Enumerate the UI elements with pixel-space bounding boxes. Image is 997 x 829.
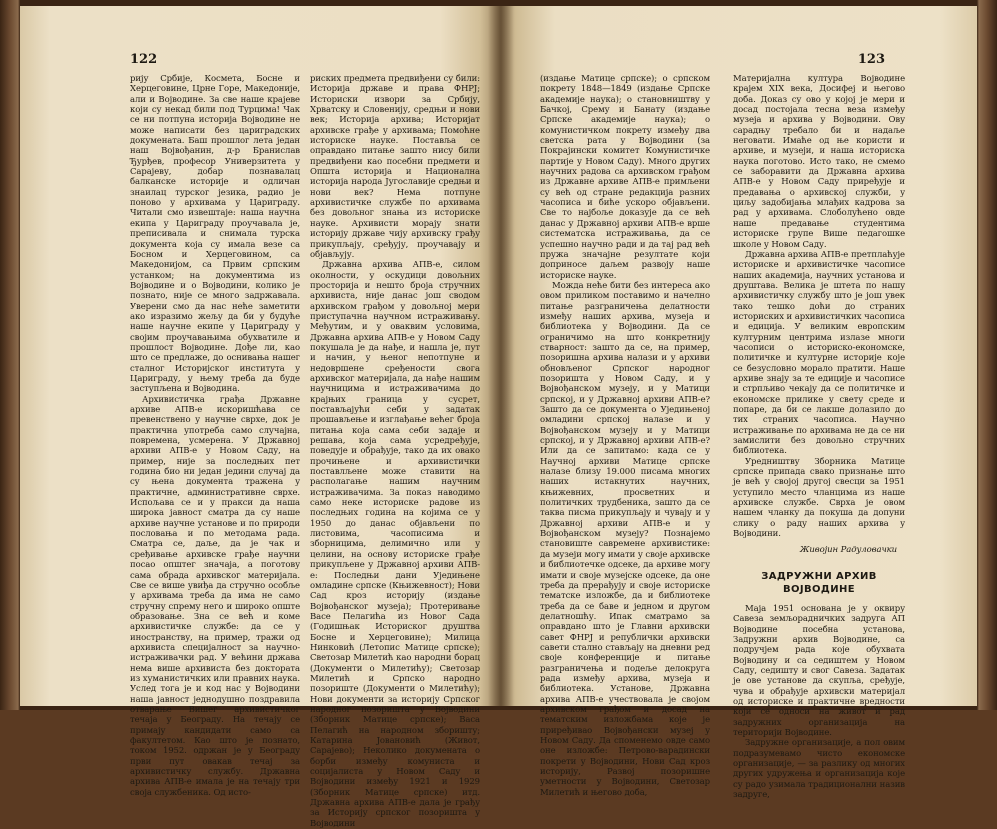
- paragraph: (издање Матице српске); о српском покрету 1848—1849 (издање Српске академије наука); о становништву у Бачкој, Срему и Банату (издање Српске академије наука); о комунистичком покрету између два светска рата у Војводини (за Покрајински комитет Комунистичке партије у Новом Саду). Много других научних радова са архивском грађом из Државне архиве АПВ-е примљени су већ од стране редакција разних часописа и биће ускоро објављени. Све то најбоље доказује да се већ данас у Државној архиви АПВ-е врше систематска истраживања, да се успешно научно ради и да тај рад већ пружа значајне резултате који доприносе даљем развоју наше историске науке.: [540, 74, 710, 281]
- paragraph: риских предмета предвиђени су били: Историја државе и права ФНРЈ; Историски извори за Србију, Хрватску и Словенију, средњи и нови век; Историја архива; Историјат архивске грађе у архивама; Помоћне историске науке. Поставља се оправдано питање зашто нису били предвиђени као посебни предмети и Општа историја и Национална историја народа Југославије средњи и нови век? Нема потпуне архивистичке службе по архивама без довољног знања из историске науке. Архивисти морају знати историју државе чију архивску грађу прикупљају, сређују, проучавају и објављују.: [310, 74, 480, 260]
- left-page: [20, 6, 500, 829]
- right-page: [500, 6, 977, 800]
- paragraph: Задружне организације, а пол овим подразумевамо чисто економске организације, — за разлику од многих других удружења и организација које су радо узимала традиционални назив задруге,: [733, 738, 905, 800]
- author-signature: Живојин Радуловачки: [799, 545, 897, 556]
- paragraph: Материјална култура Војводине крајем XIX века, Досифеј и његово доба. Доказ су ово у којој је мери и досад постојала тесна веза између музеја и архива у Војводини. Ову сарадњу требало би и надаље неговати. Имаће од ње користи и архиве, и музеји, и наша историска наука поготово. Исто тако, не смемо се заборавити да Државна архива АПВ-е у Новом Саду приређује и предавања о архивској служби, у циљу задобијања млађих кадрова за рад у архивама. Слоболућено овде наше предавање студентима историске групе Више педагошке школе у Новом Саду.: [733, 74, 905, 250]
- right-column-1: [540, 74, 710, 798]
- paragraph: Можда неће бити без интереса ако овом приликом поставимо и начелно питање разграничења делатности између наших архива, музеја и библиотека у Војводини. Да се ограничимо на што конкретнију стварност: зашто да се, на пример, позоришна архива налази и у архиви обновљеног Српског народног позоришта у Новом Саду, и у Војвођанском музеју, и у Матици српској, и у Државној архиви АПВ-е? Зашто да се документа о Уједињеној омладини српској налазе и у Војвођанском музеју и у Матици српској, и у Државној архиви АПВ-е? Или да се запитамо: када се у Научној архиви Матице српске налазе близу 19.000 писама многих наших истакнутих научних, књижевних, просветних и политичких трудбеника, зашто да се таква писма прикупљају и чувају и у Државној архиви АПВ-е и у Војвођанском музеју? Познајемо становиште савремене архивистике: да музеји могу имати у своје архивске и библиотечке одсеке, да архиве могу имати и своје музејске одсеке, да оне треба да прерађују и своје историске тематске изложбе, да и библиотеке треба да се баве и једном и другом делатношћу. Ипак сматрамо за оправдано што је Главни архивски савет ФНРЈ и републички архивски савети стално стављају на дневни ред своје конференције и питање разграничења и подеље делокруга рада између архива, музеја и библиотека. Установе, Државна архива АПВ-е учествовала је својом архивском грађом и досад на тематским изложбама које је приређивао Војвођански музеј у Новом Саду. Да споменемо овде само оне изложбе: Петрово-варадински покрети у Војводини, Нови Сад кроз историју, Развој позоришне уметности у Војводини, Светозар Милетић и његово доба,: [540, 280, 710, 798]
- paragraph: Државна архива АПВ-е претплаћује историске и архивистичке часописе наших академија, научних установа и друштава. Велика је штета по нашу архивистичку службу што је још увек тако тешко доћи до страних историских и архивистичких часописа и едиција. У великим европским културним центрима излазе многи часописи о историско-економске, политичке и културне историје које се безусловно морало пратити. Наше архиве знају за те едиције и часописе и стрпљиво чекају да се политичке и економске прилике у свету среде и попаре, да би се лакше долазило до тих страних часописа. Научно истраживање по архивама не да се ни замислити без довољно стручних библиотека.: [733, 249, 905, 457]
- paragraph: Уредништву Зборника Матице српске припада свако признање што је већ у својој другој свесци за 1951 уступило место чланцима из наше архивске службе. Сврха је овом нашем чланку да покуша да допуни слику о раду наших архива у Војводини.: [733, 456, 905, 540]
- paragraph: Архивистичка грађа Државне архиве АПВ-е искоришћава се превенствено у научне сврхе, док је практична употреба само случајна, повремена, усмерена. У Државној архиви АПВ-е у Новом Саду, на пример, није за последњих пет година био ни један једини случај да су њена документа тражена у практичне, административне сврхе. Испољава се и у пракси да наша широка јавност сматра да су наше архиве научне установе и по природи пословања и по методама рада. Сматра се, даље, да је чак и сређивање архивске грађе научни посао општег значаја, а поготову сама обрада архивског материјала. Све се више увиђа да стручно особље у архивама треба да има не само стручну спрему него и широко опште образовање. Зна се већ и коме архивистичке службе: да се у иностранству, на пример, тражи од архивиста специјалност за научно-истраживачки рад. У већини држава нема више архивиста без доктората из хуманистичких или правних наука. Услед тога је и код нас у Војводини наша јавност једнодушно поздравила отварање Вишег архивистичког течаја у Београду. На течају се примају кандидати само са факултетом. Као што је познато, током 1952. одржан је у Београду први пут овакав течај за архивистичку службу. Државна архива АПВ-е имала је на течају три своја службеника. Од исто-: [130, 394, 300, 798]
- right-column-2: [733, 74, 905, 800]
- left-page-number: 122: [130, 52, 158, 67]
- paragraph: Маја 1951 основана је у оквиру Савеза земљорадничких задруга АП Војводине посебна установа, Задружни архив Војводине, са подручјем рада које обухвата Војводину и са седиштем у Новом Саду, седишту и свог Савеза. Задатак је ове установе да скупља, сређује, чува и обрађује архивски материјал од историске и практичне вредности који се односи на живот и рад задружних организација на територији Војводине.: [733, 603, 905, 738]
- right-page-number: 123: [857, 52, 885, 67]
- paragraph: Државна архива АПВ-е, силом околности, у оскудици довољних просторија и нешто броја стручних архивиста, није данас још сводом архивском грађом у довољној мери приступачна научном истраживању. Међутим, и у оваквим условима, Државна архива АПВ-е у Новом Саду покушала је да нађе, и нашла је, пут и начин, у њеног непотпуне и недовршене сређености свога архивског материјала, да нађе нашим научницима и истраживачима до крајњих граница у сусрет, постављајући себи у задатак прошављење и изглађање већег броја питања која сама себи задаје и решава, која сама усредређује, поведује и обрађује, тако да их овако прочињене и архивистички поставлљене може ставити на располагање нашим научним истраживачима. За показ наводимо само неке историске радове из последњих година на којима се у 1950 до данас објављени по листовима, часописима и зборницима, делимично или у целини, на основу историске грађе прикупљене у Државној архиви АПВ-е: Последњи дани Уједињене омладине српске (Књижевност); Нови Сад кроз историју (издање Војвођанског музеја); Протеривање Васе Пелагића из Новог Сада (Годишњак Историског друштва Босне и Херцеговине); Милица Нинковић (Летопис Матице српске); Светозар Милетић као народни борац (Документи о Милетићу); Светозар Милетић и Српско народно позориште (Документи о Милетићу); Нови документи за историју Српског народног позоришта у Војводини (Зборник Матице српске); Васа Пелагић на народном зборишту; Катарина Јовановић (Живот, Сарајево); Неколико докумената о борби између комуниста и социјалиста у Новом Саду и Војводини између 1921 и 1929 (Зборник Матице српске) итд. Државна архива АПВ-е дала је грађу за Историју српског позоришта у Војводини: [310, 260, 480, 829]
- left-column-1: [130, 74, 300, 798]
- left-column-2: [310, 74, 480, 829]
- section-heading: ЗАДРУЖНИ АРХИВ ВОЈВОДИНЕ: [761, 570, 877, 595]
- paragraph: рију Србије, Космета, Босне и Херцеговине, Црне Горе, Македоније, али и Војводине. За све наше крајеве који су некад били под Турцима! Чак се ни потпуна историја Војводине не може написати без цариградских докумената. Баш прошлог лета један наш Војвођанин, д-р Бранислав Ђурђев, професор Универзитета у Сарајеву, добар познавалац балканске историје и одличан знаилац турског језика, радио је поново у архивама у Цариграду. Читали смо извештаје: наша научна екипа у Цариграду проучавала је, преписивала и снимала турска документа која су имала везе са Босном и Херцеговином, са Македонијом, са Првим српским устанком; на документима из Војводине и о Војводини, колико је познато, није се много задржавала. Уверени смо да нас неће заметити ако изразимо жељу да би у будуће наше научне екипе у Цариграду у својим проучавањима обухватиле и прошлост Војводине. Дође ли, као што се предлаже, до оснивања нашег сталног Историјског института у Цариграду, у њему треба да буде заступљена и Војводина.: [130, 74, 300, 395]
